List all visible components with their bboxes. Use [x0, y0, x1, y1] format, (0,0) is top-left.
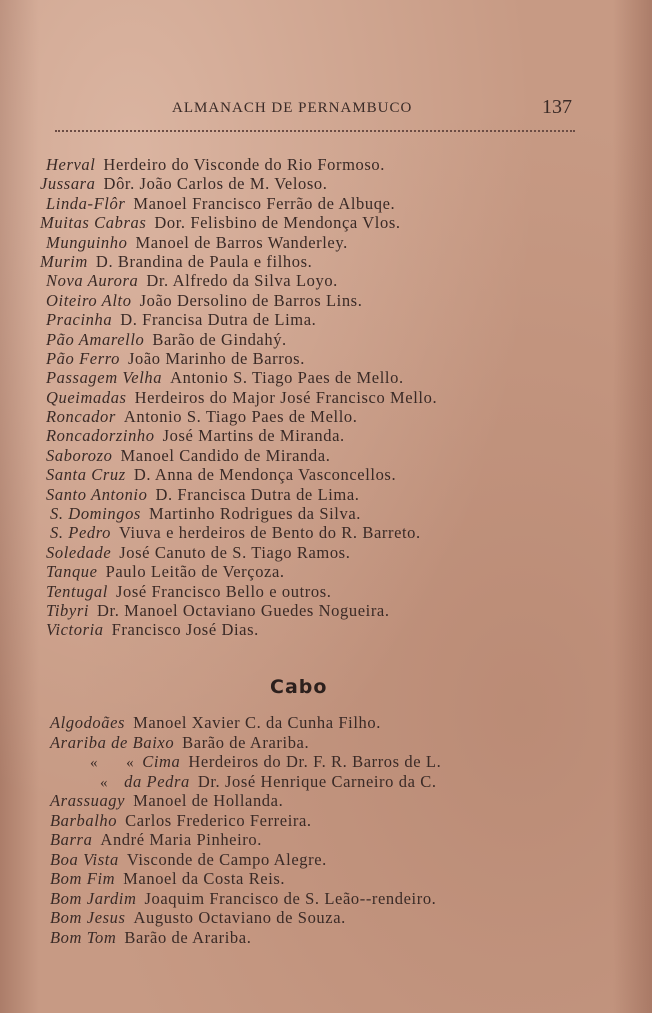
- list-item: [40, 368, 630, 387]
- estate-owner: Herdeiro do Visconde do Rio Formoso.: [103, 155, 385, 174]
- estate-name: Oiteiro Alto: [46, 290, 132, 310]
- estate-list-cabo: [40, 713, 640, 947]
- estate-owner: João Marinho de Barros.: [128, 348, 305, 368]
- estate-name: Boa Vista: [50, 849, 119, 869]
- list-item: [40, 523, 630, 542]
- estate-owner: Carlos Frederico Ferreira.: [125, 810, 312, 830]
- estate-owner: Francisco José Dias.: [111, 620, 259, 640]
- estate-name: Tibyri: [46, 600, 90, 620]
- estate-owner: Viuva e herdeiros de Bento do R. Barreto.: [119, 523, 421, 543]
- ditto-mark: «: [126, 755, 135, 771]
- list-item: [40, 620, 630, 639]
- estate-name: Herval: [46, 155, 96, 174]
- estate-name: Bom Tom: [50, 927, 117, 947]
- list-item: [40, 908, 640, 928]
- list-item: [40, 174, 630, 193]
- estate-owner: José Francisco Bello e outros.: [115, 581, 332, 601]
- estate-name: Algodoães: [50, 713, 126, 732]
- estate-name: Murim: [40, 251, 88, 271]
- list-item: [40, 349, 630, 368]
- estate-name: Jussara: [40, 174, 96, 194]
- list-item: [40, 791, 640, 811]
- estate-name: Linda-Flôr: [46, 193, 126, 213]
- estate-owner: Manoel de Hollanda.: [133, 791, 284, 810]
- estate-name: Pão Ferro: [46, 348, 120, 368]
- estate-owner: Visconde de Campo Alegre.: [126, 849, 327, 869]
- list-item: [40, 446, 630, 465]
- estate-owner: Barão de Arariba.: [182, 732, 310, 752]
- estate-name: Roncador: [46, 407, 116, 427]
- estate-name: da Pedra: [124, 771, 190, 791]
- estate-name: Soledade: [46, 542, 112, 562]
- list-item: [40, 388, 630, 407]
- list-item: [40, 330, 630, 349]
- estate-owner: Dôr. João Carlos de M. Veloso.: [103, 174, 328, 194]
- list-item: [40, 426, 630, 445]
- estate-name: Passagem Velha: [46, 368, 163, 388]
- estate-name: Santo Antonio: [46, 484, 148, 504]
- estate-owner: Herdeiros do Major José Francisco Mello.: [134, 387, 438, 407]
- estate-name: Pão Amarello: [46, 329, 145, 349]
- list-item: [40, 291, 630, 310]
- estate-owner: Barão de Gindahý.: [152, 329, 287, 349]
- estate-name: S. Pedro: [50, 523, 112, 543]
- list-item: [40, 310, 630, 329]
- list-item: [40, 194, 630, 213]
- page-header: [60, 96, 580, 126]
- list-item: [40, 928, 640, 948]
- list-item: [40, 733, 640, 753]
- list-item: [40, 713, 640, 733]
- list-item: [40, 407, 630, 426]
- estate-name: Victoria: [46, 620, 104, 640]
- estate-name: Queimadas: [46, 387, 127, 407]
- list-item: [40, 752, 640, 772]
- estate-owner: D. Brandina de Paula e filhos.: [95, 251, 313, 271]
- header-divider: [55, 130, 575, 132]
- estate-name: Cima: [142, 752, 181, 771]
- page-number: 137: [542, 96, 572, 118]
- estate-owner: D. Francisa Dutra de Lima.: [120, 310, 317, 330]
- estate-name: Arassuagy: [50, 791, 126, 810]
- estate-owner: Manoel Xavier C. da Cunha Filho.: [133, 713, 381, 732]
- estate-name: Nova Aurora: [46, 271, 139, 291]
- estate-name: Saborozo: [46, 445, 113, 465]
- list-item: [40, 213, 630, 232]
- list-item: [40, 155, 630, 174]
- estate-owner: João Dersolino de Barros Lins.: [139, 290, 363, 310]
- list-item: [40, 869, 640, 889]
- estate-owner: Manoel Candido de Miranda.: [120, 445, 331, 465]
- estate-list: [40, 155, 630, 640]
- list-item: [40, 582, 630, 601]
- estate-owner: Dr. Alfredo da Silva Loyo.: [146, 271, 338, 291]
- section-heading-cabo: Cabo: [270, 676, 328, 698]
- estate-name: Pracinha: [46, 310, 113, 330]
- ditto-mark: «: [100, 774, 109, 791]
- estate-name: Roncadorzinho: [46, 426, 155, 446]
- estate-owner: José Canuto de S. Tiago Ramos.: [119, 542, 351, 562]
- list-item: [40, 850, 640, 870]
- estate-name: Bom Jesus: [50, 908, 126, 927]
- estate-name: Munguinho: [46, 232, 128, 252]
- list-item: [40, 772, 640, 792]
- estate-owner: Manoel da Costa Reis.: [123, 869, 286, 888]
- estate-name: Tanque: [46, 562, 98, 582]
- estate-owner: Manoel Francisco Ferrão de Albuqe.: [133, 193, 396, 213]
- list-item: [40, 485, 630, 504]
- estate-owner: André Maria Pinheiro.: [100, 830, 262, 849]
- estate-owner: Joaquim Francisco de S. Leão--rendeiro.: [144, 888, 437, 908]
- estate-name: Santa Cruz: [46, 465, 126, 485]
- estate-name: Muitas Cabras: [40, 213, 147, 233]
- estate-owner: Martinho Rodrigues da Silva.: [148, 504, 361, 524]
- list-item: [40, 601, 630, 620]
- list-item: [40, 562, 630, 581]
- estate-owner: Barão de Arariba.: [124, 927, 252, 947]
- list-item: [40, 889, 640, 909]
- estate-name: Bom Jardim: [50, 888, 137, 908]
- estate-name: Arariba de Baixo: [50, 732, 175, 752]
- list-item: [40, 811, 640, 831]
- estate-owner: D. Anna de Mendonça Vasconcellos.: [133, 465, 397, 485]
- estate-owner: Dor. Felisbino de Mendonça Vlos.: [154, 213, 401, 233]
- header-title: ALMANACH DE PERNAMBUCO: [172, 100, 413, 116]
- estate-owner: D. Francisca Dutra de Lima.: [155, 484, 360, 504]
- estate-name: S. Domingos: [50, 504, 141, 524]
- estate-owner: Dr. Manoel Octaviano Guedes Nogueira.: [97, 600, 390, 620]
- estate-owner: Manoel de Barros Wanderley.: [135, 232, 348, 252]
- estate-owner: José Martins de Miranda.: [162, 426, 345, 446]
- list-item: [40, 271, 630, 290]
- estate-name: Barbalho: [50, 810, 118, 830]
- estate-owner: Augusto Octaviano de Souza.: [133, 908, 346, 927]
- estate-name: Tentugal: [46, 581, 108, 601]
- estate-owner: Paulo Leitão de Verçoza.: [105, 562, 285, 582]
- list-item: [40, 830, 640, 850]
- list-item: [40, 252, 630, 271]
- estate-owner: Antonio S. Tiago Paes de Mello.: [170, 368, 404, 388]
- list-item: [40, 504, 630, 523]
- estate-name: Bom Fim: [50, 869, 116, 888]
- list-item: [40, 233, 630, 252]
- list-item: [40, 543, 630, 562]
- estate-owner: Herdeiros do Dr. F. R. Barros de L.: [188, 752, 442, 771]
- estate-name: Barra: [50, 830, 93, 849]
- list-item: [40, 465, 630, 484]
- estate-owner: Dr. José Henrique Carneiro da C.: [197, 771, 437, 791]
- estate-owner: Antonio S. Tiago Paes de Mello.: [123, 407, 358, 427]
- ditto-mark: «: [90, 755, 99, 771]
